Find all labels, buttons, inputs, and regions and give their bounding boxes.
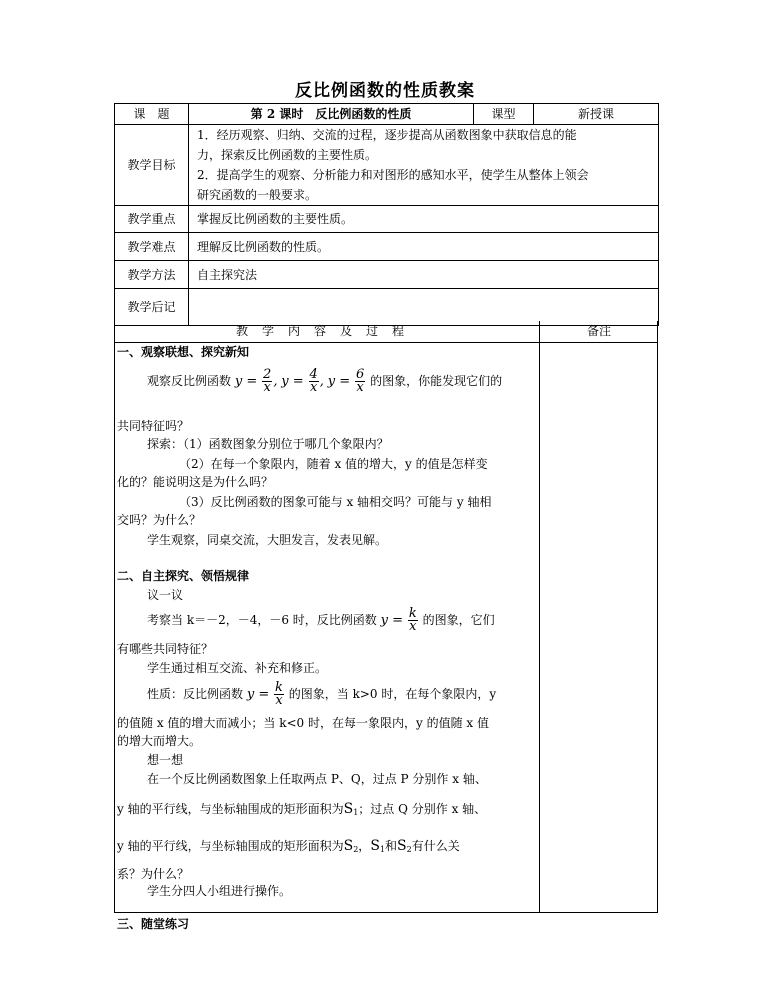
s2-line-2 bbox=[147, 602, 495, 639]
goal-line: 研究函数的一般要求。 bbox=[197, 188, 318, 202]
lesson-info-table bbox=[114, 103, 659, 326]
s2-line-1: 议一议 bbox=[147, 588, 184, 602]
var-y: y = bbox=[234, 374, 258, 389]
text: 性质：反比例函数 bbox=[147, 687, 244, 701]
s2-line-6: 的值随 x 值的增大而减小；当 k<0 时，在每一象限内，y 的值随 x 值 bbox=[117, 716, 489, 730]
numerator: 2 bbox=[263, 367, 272, 382]
fraction-6-over-x bbox=[355, 369, 365, 394]
section-3-title: 三、随堂练习 bbox=[117, 917, 190, 931]
text: 的图象，你能发现它们的 bbox=[370, 374, 503, 388]
fraction-2-over-x bbox=[262, 369, 272, 394]
s2-line-3: 有哪些共同特征？ bbox=[117, 642, 214, 656]
s2-line-9: 在一个反比例函数图象上任取两点 P、Q，过点 P 分别作 x 轴、 bbox=[147, 772, 487, 786]
s2-line-4: 学生通过相互交流、补充和修正。 bbox=[147, 661, 328, 675]
s1-symbol: S bbox=[370, 838, 380, 854]
type-label: 课型 bbox=[474, 104, 534, 125]
goal-line: 力，探索反比例函数的主要性质。 bbox=[197, 148, 378, 162]
subscript: 2 bbox=[406, 845, 412, 854]
denominator: x bbox=[356, 380, 364, 395]
method-value: 自主探究法 bbox=[189, 261, 659, 289]
text: ， bbox=[358, 839, 371, 853]
comma: , bbox=[273, 374, 278, 389]
type-value: 新授课 bbox=[534, 104, 659, 125]
notes-value bbox=[189, 289, 659, 326]
text: 考察当 k＝－2，－4，－6 时，反比例函数 bbox=[147, 613, 377, 627]
s2-line-8: 想一想 bbox=[147, 753, 184, 767]
var-y: y = bbox=[281, 374, 304, 389]
text: 和 bbox=[385, 839, 398, 853]
process-section bbox=[114, 321, 658, 931]
section-2-title: 二、自主探究、领悟规律 bbox=[117, 569, 250, 583]
text: ；过点 Q 分别作 x 轴、 bbox=[358, 802, 487, 816]
subscript: 1 bbox=[353, 808, 359, 817]
var-y: y = bbox=[246, 687, 270, 702]
section-1-title: 一、观察联想、探究新知 bbox=[117, 345, 250, 359]
denominator: x bbox=[409, 619, 417, 634]
goal-line: 2．提高学生的观察、分析能力和对图形的感知水平，使学生从整体上领会 bbox=[197, 168, 589, 182]
s2-line-5 bbox=[147, 676, 496, 713]
fraction-4-over-x bbox=[309, 369, 319, 394]
subscript: 2 bbox=[353, 845, 359, 854]
goals-cell bbox=[189, 125, 659, 206]
denominator: x bbox=[275, 693, 283, 708]
process-header: 教学内容及过程 bbox=[235, 324, 418, 338]
s2-line-12: 系？为什么？ bbox=[117, 867, 190, 881]
s1-symbol: S bbox=[343, 801, 354, 817]
key-value: 掌握反比例函数的主要性质。 bbox=[189, 206, 659, 233]
difficulty-value: 理解反比例函数的性质。 bbox=[189, 233, 659, 261]
text: y 轴的平行线，与坐标轴围成的矩形面积为 bbox=[117, 839, 344, 853]
denominator: x bbox=[263, 380, 271, 395]
goals-label: 教学目标 bbox=[115, 125, 189, 206]
fraction-k-over-x bbox=[274, 682, 284, 707]
s2-line-10 bbox=[117, 797, 486, 825]
column-divider bbox=[539, 342, 540, 912]
s1-line-4: （2）在每一个象限内，随着 x 值的增大，y 的值是怎样变 bbox=[179, 457, 488, 471]
comma: , bbox=[319, 374, 324, 389]
key-label: 教学重点 bbox=[115, 206, 189, 233]
topic-label: 课 题 bbox=[115, 104, 189, 125]
s2-symbol: S bbox=[397, 838, 407, 854]
s1-line-5: 化的？能说明这是为什么吗？ bbox=[117, 475, 274, 489]
denominator: x bbox=[309, 380, 318, 395]
fraction-k-over-x bbox=[408, 608, 418, 633]
s1-line-6: （3）反比例函数的图象可能与 x 轴相交吗？可能与 y 轴相 bbox=[179, 495, 492, 509]
s1-line-1 bbox=[147, 364, 502, 399]
s1-line-3: 探索：（1）函数图象分别位于哪几个象限内？ bbox=[147, 437, 389, 451]
notes-label: 教学后记 bbox=[115, 289, 189, 326]
method-label: 教学方法 bbox=[115, 261, 189, 289]
numerator: k bbox=[408, 606, 417, 621]
s2-line-11 bbox=[117, 834, 460, 862]
text: 观察反比例函数 bbox=[147, 374, 232, 388]
s2-line-13: 学生分四人小组进行操作。 bbox=[147, 884, 292, 898]
remarks-header: 备注 bbox=[539, 321, 658, 342]
text: y 轴的平行线，与坐标轴围成的矩形面积为 bbox=[117, 802, 344, 816]
s2-line-7: 的增大而增大。 bbox=[117, 734, 202, 748]
difficulty-label: 教学难点 bbox=[115, 233, 189, 261]
s2-symbol: S bbox=[343, 838, 354, 854]
goal-line: 1．经历观察、归纳、交流的过程，逐步提高从函数图象中获取信息的能 bbox=[197, 128, 577, 142]
text: 的图象，它们 bbox=[422, 613, 495, 627]
var-y: y = bbox=[380, 613, 404, 628]
s1-line-2: 共同特征吗？ bbox=[117, 419, 190, 433]
s1-line-7: 交吗？为什么？ bbox=[117, 513, 202, 527]
text: 的图象，当 k>0 时，在每个象限内，y bbox=[288, 687, 497, 701]
process-header-row bbox=[115, 321, 657, 343]
document-title: 反比例函数的性质教案 bbox=[295, 81, 475, 101]
numerator: k bbox=[275, 680, 283, 695]
numerator: 6 bbox=[355, 367, 365, 382]
topic-value: 第 2 课时 反比例函数的性质 bbox=[189, 104, 474, 125]
s1-line-8: 学生观察，同桌交流，大胆发言，发表见解。 bbox=[147, 533, 388, 547]
numerator: 4 bbox=[309, 367, 318, 382]
subscript: 1 bbox=[379, 845, 385, 854]
var-y: y = bbox=[327, 374, 351, 389]
text: 有什么关 bbox=[411, 839, 460, 853]
